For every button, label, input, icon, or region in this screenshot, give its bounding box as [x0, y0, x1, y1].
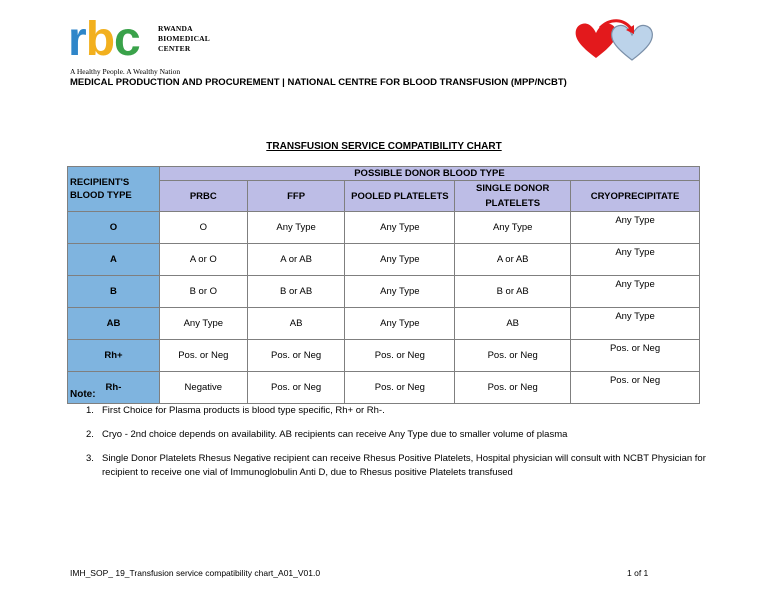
list-item: [84, 452, 724, 480]
note-text: Single Donor Platelets Rhesus Negative recipient can receive Rhesus Positive Platelets, Hospital physician will consult with NCBT Physician for recipient to receive one vial of Immunoglobulin Anti D, due to Rhesus positive Platelets transfused: [102, 453, 706, 478]
notes-list: [84, 404, 724, 490]
note-number: 3.: [86, 453, 94, 464]
column-header: FFP: [247, 181, 345, 212]
table-cell: Any Type: [345, 308, 455, 340]
recipient-header-line: BLOOD TYPE: [70, 190, 132, 201]
column-header: POOLED PLATELETS: [345, 181, 455, 212]
rbc-logo: [68, 13, 228, 68]
compatibility-table: [67, 166, 700, 404]
recipient-cell: A: [68, 244, 160, 276]
table-cell: Pos. or Neg: [345, 340, 455, 372]
table-cell: AB: [247, 308, 345, 340]
table-cell: Any Type: [571, 244, 700, 276]
organization-line: MEDICAL PRODUCTION AND PROCUREMENT | NATIONAL CENTRE FOR BLOOD TRANSFUSION (MPP/NCBT): [70, 77, 567, 88]
note-number: 1.: [86, 405, 94, 416]
table-row: [68, 244, 700, 276]
table-cell: B or AB: [247, 276, 345, 308]
table-cell: A or AB: [247, 244, 345, 276]
table-cell: B or O: [159, 276, 247, 308]
table-cell: Pos. or Neg: [247, 372, 345, 404]
column-header: PRBC: [159, 181, 247, 212]
column-header: SINGLE DONOR PLATELETS: [455, 181, 571, 212]
recipient-cell: B: [68, 276, 160, 308]
hearts-logo: [574, 18, 664, 62]
recipient-cell: AB: [68, 308, 160, 340]
list-item: [84, 404, 724, 418]
table-row: [68, 340, 700, 372]
logo-text-line: RWANDA: [158, 24, 193, 33]
chart-title: TRANSFUSION SERVICE COMPATIBILITY CHART: [266, 141, 502, 152]
table-cell: Any Type: [571, 308, 700, 340]
recipient-cell: Rh+: [68, 340, 160, 372]
note-number: 2.: [86, 429, 94, 440]
logo-letter-c: c: [114, 13, 140, 66]
footer-document-id: IMH_SOP_ 19_Transfusion service compatibility chart_A01_V01.0: [70, 568, 321, 578]
recipient-header-line: RECIPIENT'S: [70, 177, 130, 188]
table-row: [68, 308, 700, 340]
table-cell: B or AB: [455, 276, 571, 308]
logo-text-line: CENTER: [158, 44, 191, 53]
footer-page-number: 1 of 1: [627, 568, 649, 578]
table-cell: Any Type: [571, 276, 700, 308]
table-cell: Any Type: [247, 212, 345, 244]
table-cell: Any Type: [571, 212, 700, 244]
donor-header: POSSIBLE DONOR BLOOD TYPE: [159, 167, 699, 181]
tagline: A Healthy People. A Wealthy Nation: [70, 67, 181, 76]
logo-letters: [68, 13, 140, 66]
table-cell: Pos. or Neg: [571, 340, 700, 372]
logo-text: [158, 24, 210, 54]
table-cell: AB: [455, 308, 571, 340]
table-cell: Pos. or Neg: [159, 340, 247, 372]
table-cell: Any Type: [345, 276, 455, 308]
logo-text-line: BIOMEDICAL: [158, 34, 211, 43]
table-cell: Any Type: [345, 212, 455, 244]
table-row: [68, 212, 700, 244]
table-row: [68, 372, 700, 404]
table-cell: Pos. or Neg: [345, 372, 455, 404]
table-cell: A or AB: [455, 244, 571, 276]
list-item: [84, 428, 724, 442]
table-cell: Negative: [159, 372, 247, 404]
table-cell: Pos. or Neg: [455, 340, 571, 372]
table-cell: Pos. or Neg: [247, 340, 345, 372]
recipient-header: [68, 167, 160, 212]
recipient-cell: Rh-: [68, 372, 160, 404]
column-header: CRYOPRECIPITATE: [571, 181, 700, 212]
note-text: Cryo - 2nd choice depends on availability. AB recipients can receive Any Type due to smaller volume of plasma: [102, 429, 568, 440]
table-cell: Any Type: [345, 244, 455, 276]
red-heart-icon: [576, 23, 617, 58]
table-cell: Any Type: [159, 308, 247, 340]
table-cell: Any Type: [455, 212, 571, 244]
note-label: Note:: [70, 389, 96, 400]
table-cell: Pos. or Neg: [455, 372, 571, 404]
table-cell: A or O: [159, 244, 247, 276]
logo-letter-b: b: [85, 13, 115, 66]
table-cell: Pos. or Neg: [571, 372, 700, 404]
recipient-cell: O: [68, 212, 160, 244]
logo-letter-r: r: [68, 13, 86, 66]
note-text: First Choice for Plasma products is blood type specific, Rh+ or Rh-.: [102, 405, 385, 416]
table-cell: O: [159, 212, 247, 244]
table-row: [68, 276, 700, 308]
